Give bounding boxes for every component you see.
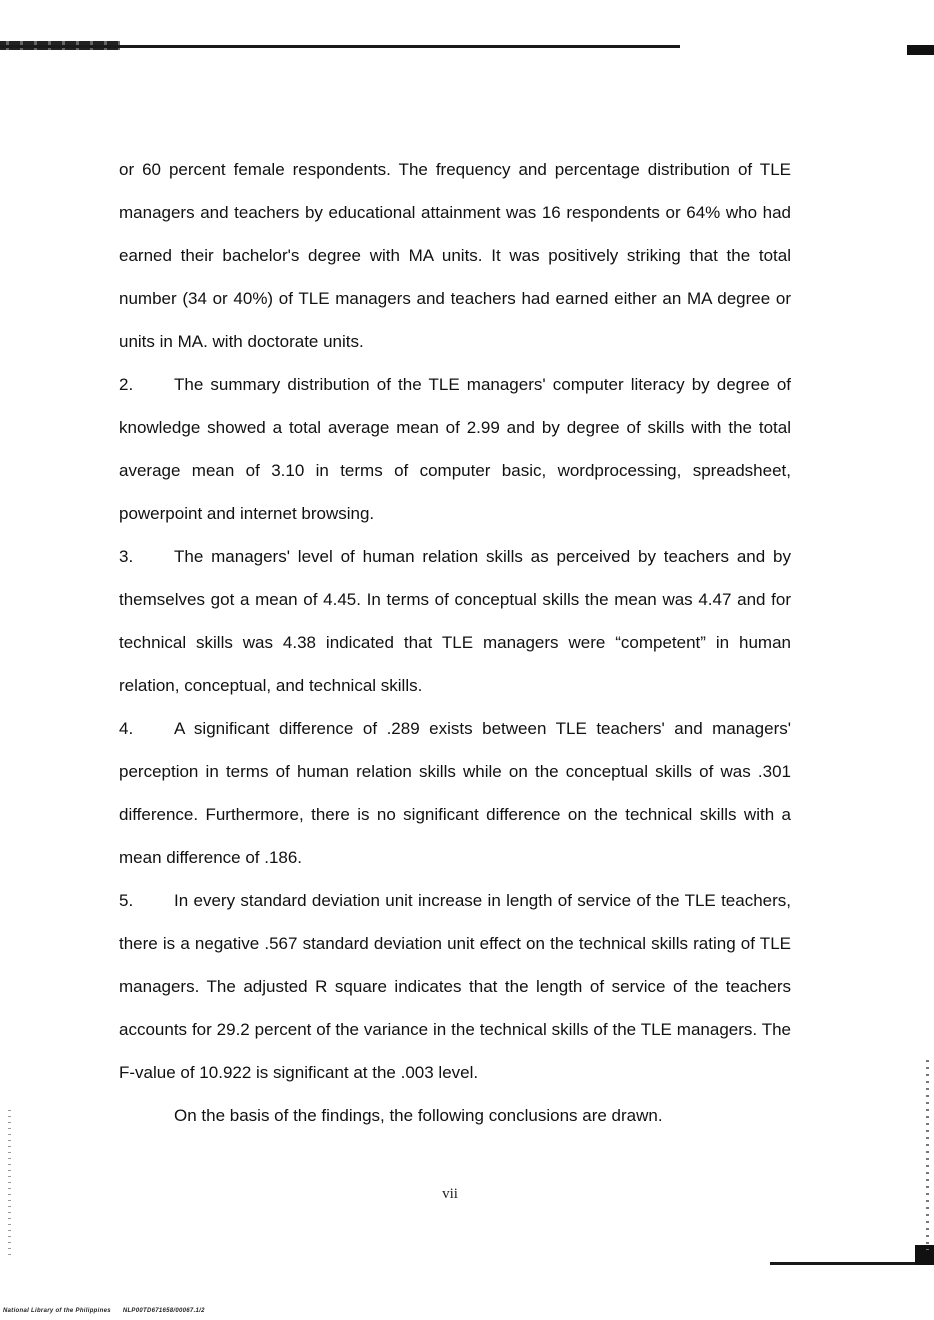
scan-edge-speckle: [926, 1060, 929, 1250]
finding-text: The managers' level of human relation skills as perceived by teachers and by themselves got a mean of 4.45. In terms of conceptual skills the mean was 4.47 and for technical skills was 4.38 indicated that TLE managers were “competent” in human relation, conceptual, and technical skills.: [119, 547, 791, 695]
library-footer: [3, 1308, 205, 1314]
finding-item-5: [119, 879, 791, 1094]
scan-edge-speckle: [8, 1110, 11, 1260]
page-number: vii: [442, 1186, 458, 1202]
conclusion-intro: On the basis of the findings, the following conclusions are drawn.: [174, 1106, 663, 1125]
finding-number: 2.: [119, 375, 134, 394]
scan-corner-mark: [907, 45, 934, 55]
finding-number: 3.: [119, 547, 134, 566]
finding-text: The summary distribution of the TLE managers' computer literacy by degree of knowledge showed a total average mean of 2.99 and by degree of skills with the total average mean of 3.10 in terms of computer basic, wordprocessing, spreadsheet, powerpoint and internet browsing.: [119, 375, 791, 523]
footer-library-name: National Library of the Philippines: [3, 1308, 111, 1314]
intro-paragraph: or 60 percent female respondents. The frequency and percentage distribution of TLE managers and teachers by educational attainment was 16 respondents or 64% who had earned their bachelor's degree with MA units. It was positively striking that the total number (34 or 40%) of TLE managers and teachers had earned either an MA degree or units in MA. with doctorate units.: [119, 160, 791, 351]
scan-corner-mark: [915, 1245, 934, 1265]
top-rule-line: [0, 45, 680, 48]
finding-number: 4.: [119, 719, 134, 738]
bottom-rule-line: [770, 1262, 934, 1265]
finding-text: A significant difference of .289 exists between TLE teachers' and managers' perception in terms of human relation skills while on the conceptual skills of was .301 difference. Furthermore, there is no significant difference on the technical skills with a mean difference of .186.: [119, 719, 791, 867]
finding-text: In every standard deviation unit increase in length of service of the TLE teachers, there is a negative .567 standard deviation unit effect on the technical skills rating of TLE managers. The adjusted R square indicates that the length of service of the teachers accounts for 29.2 percent of the variance in the technical skills of the TLE managers. The F-value of 10.922 is significant at the .003 level.: [119, 891, 791, 1082]
finding-item-4: [119, 707, 791, 879]
footer-document-code: NLP00TD671658/00067.1/2: [122, 1308, 205, 1314]
finding-item-2: [119, 363, 791, 535]
finding-item-3: [119, 535, 791, 707]
finding-number: 5.: [119, 891, 134, 910]
body-text: [119, 148, 791, 1137]
